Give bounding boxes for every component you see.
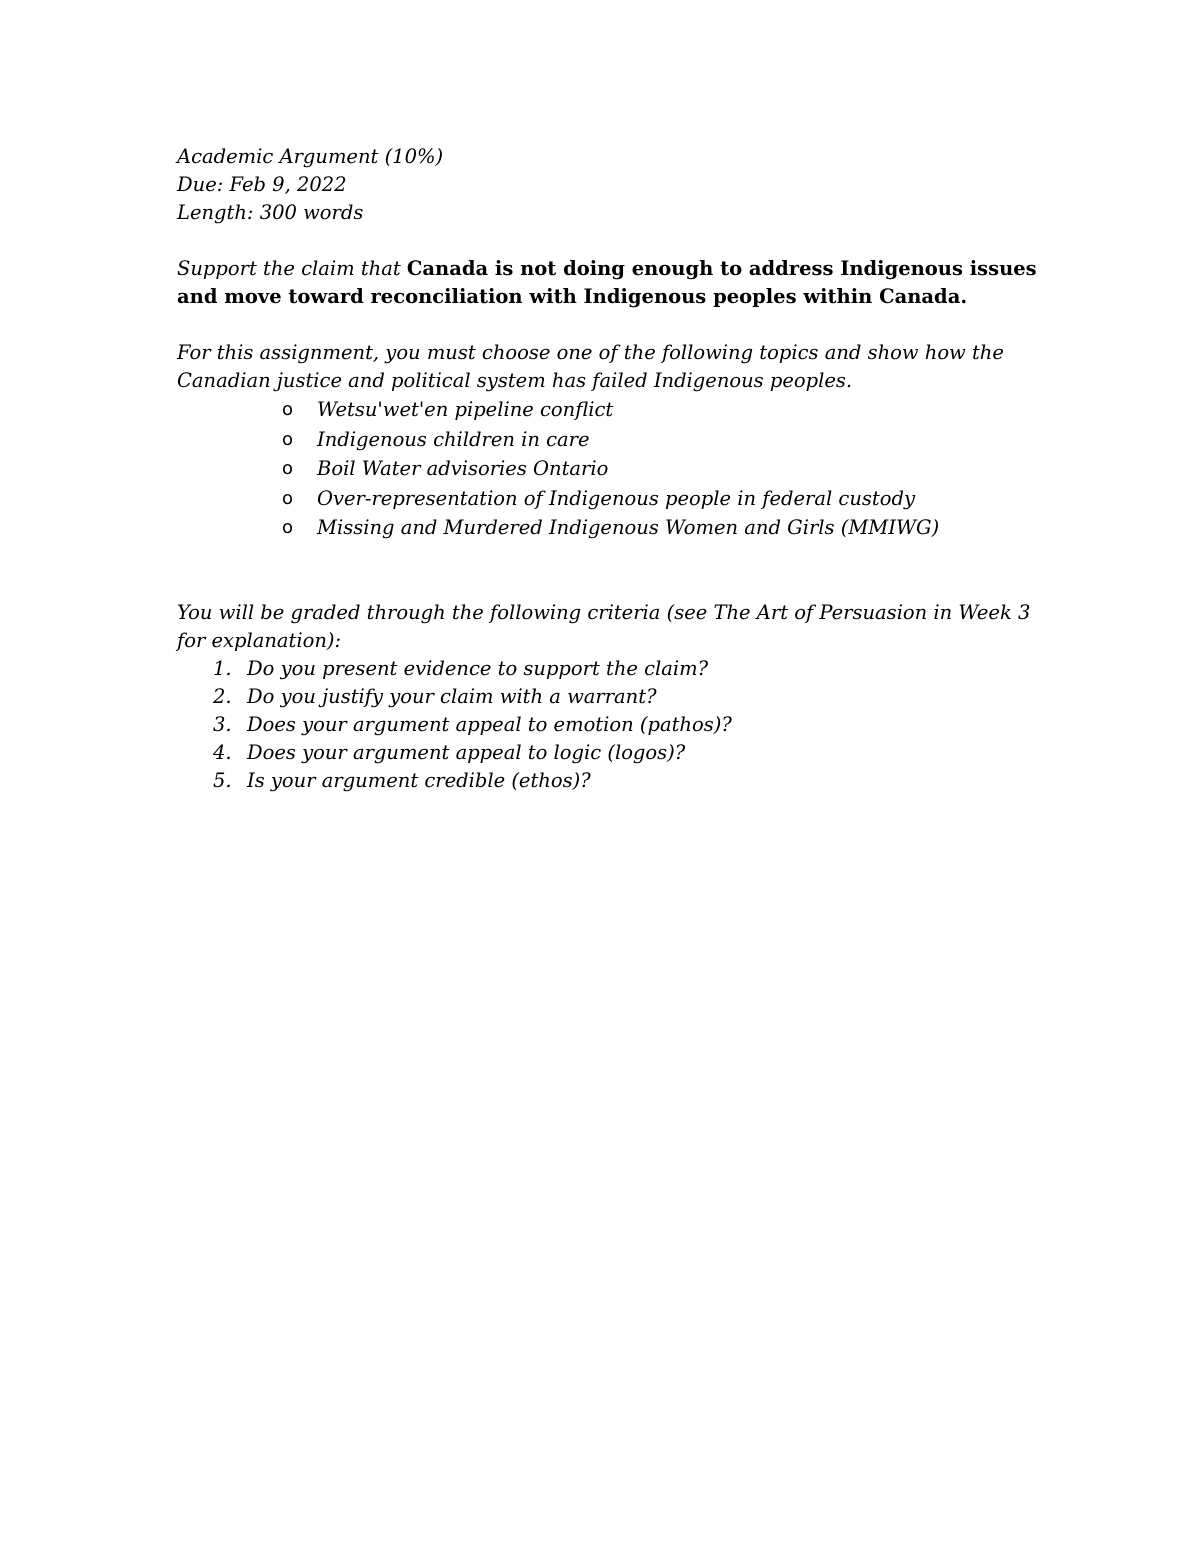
criterion-text: Does your argument appeal to emotion (pathos)? bbox=[247, 712, 732, 736]
instructions-line-2: Canadian justice and political system has failed Indigenous peoples. bbox=[177, 369, 853, 392]
list-item bbox=[177, 513, 1037, 543]
bullet-icon: o bbox=[282, 487, 294, 509]
bullet-icon: o bbox=[282, 399, 294, 420]
item-number: 3. bbox=[213, 712, 232, 736]
length-requirement: Length: 300 words bbox=[177, 201, 364, 224]
topic-text: Wetsu'wet'en pipeline conflict bbox=[317, 398, 614, 421]
grading-intro-line-2: for explanation): bbox=[177, 628, 342, 652]
topic-text: Over-representation of Indigenous people in federal custody bbox=[317, 486, 915, 510]
criteria-list bbox=[177, 655, 1037, 795]
criterion-text: Does your argument appeal to logic (logos)? bbox=[247, 740, 686, 764]
list-item bbox=[177, 454, 1037, 484]
spacer bbox=[177, 311, 1037, 339]
instructions-line-1: For this assignment, you must choose one of the following topics and show how the bbox=[177, 341, 1004, 364]
claim-statement-part-1: Canada is not doing enough to address Indigenous issues bbox=[406, 257, 1037, 280]
list-item bbox=[177, 425, 1037, 455]
criterion-text: Do you justify your claim with a warrant? bbox=[247, 684, 657, 708]
grading-intro-line-1: You will be graded through the following criteria (see The Art of Persuasion in Week 3 bbox=[177, 600, 1031, 624]
criterion-text: Do you present evidence to support the claim? bbox=[247, 656, 709, 680]
document-body bbox=[177, 143, 1037, 795]
item-number: 1. bbox=[213, 656, 232, 680]
bullet-icon: o bbox=[282, 428, 294, 450]
topic-list bbox=[177, 395, 1037, 543]
list-item bbox=[177, 739, 1037, 767]
item-number: 2. bbox=[213, 684, 232, 708]
bullet-icon: o bbox=[282, 458, 294, 479]
topic-text: Indigenous children in care bbox=[317, 427, 590, 451]
claim-line-1 bbox=[177, 255, 1037, 283]
list-item bbox=[177, 655, 1037, 683]
claim-prefix: Support the claim that bbox=[177, 257, 407, 280]
bullet-icon: o bbox=[282, 517, 294, 538]
list-item bbox=[177, 683, 1037, 711]
assignment-title: Academic Argument (10%) bbox=[177, 145, 444, 168]
item-number: 4. bbox=[213, 740, 232, 764]
list-item bbox=[177, 484, 1037, 514]
topic-text: Boil Water advisories Ontario bbox=[317, 457, 609, 480]
criterion-text: Is your argument credible (ethos)? bbox=[247, 768, 591, 792]
spacer bbox=[177, 543, 1037, 599]
list-item bbox=[177, 711, 1037, 739]
list-item bbox=[177, 767, 1037, 795]
spacer bbox=[177, 227, 1037, 255]
item-number: 5. bbox=[213, 768, 232, 792]
claim-statement-part-2: and move toward reconciliation with Indigenous peoples within Canada. bbox=[177, 285, 968, 308]
list-item bbox=[177, 395, 1037, 425]
topic-text: Missing and Murdered Indigenous Women and Girls (MMIWG) bbox=[317, 516, 940, 539]
due-date: Due: Feb 9, 2022 bbox=[177, 173, 347, 196]
